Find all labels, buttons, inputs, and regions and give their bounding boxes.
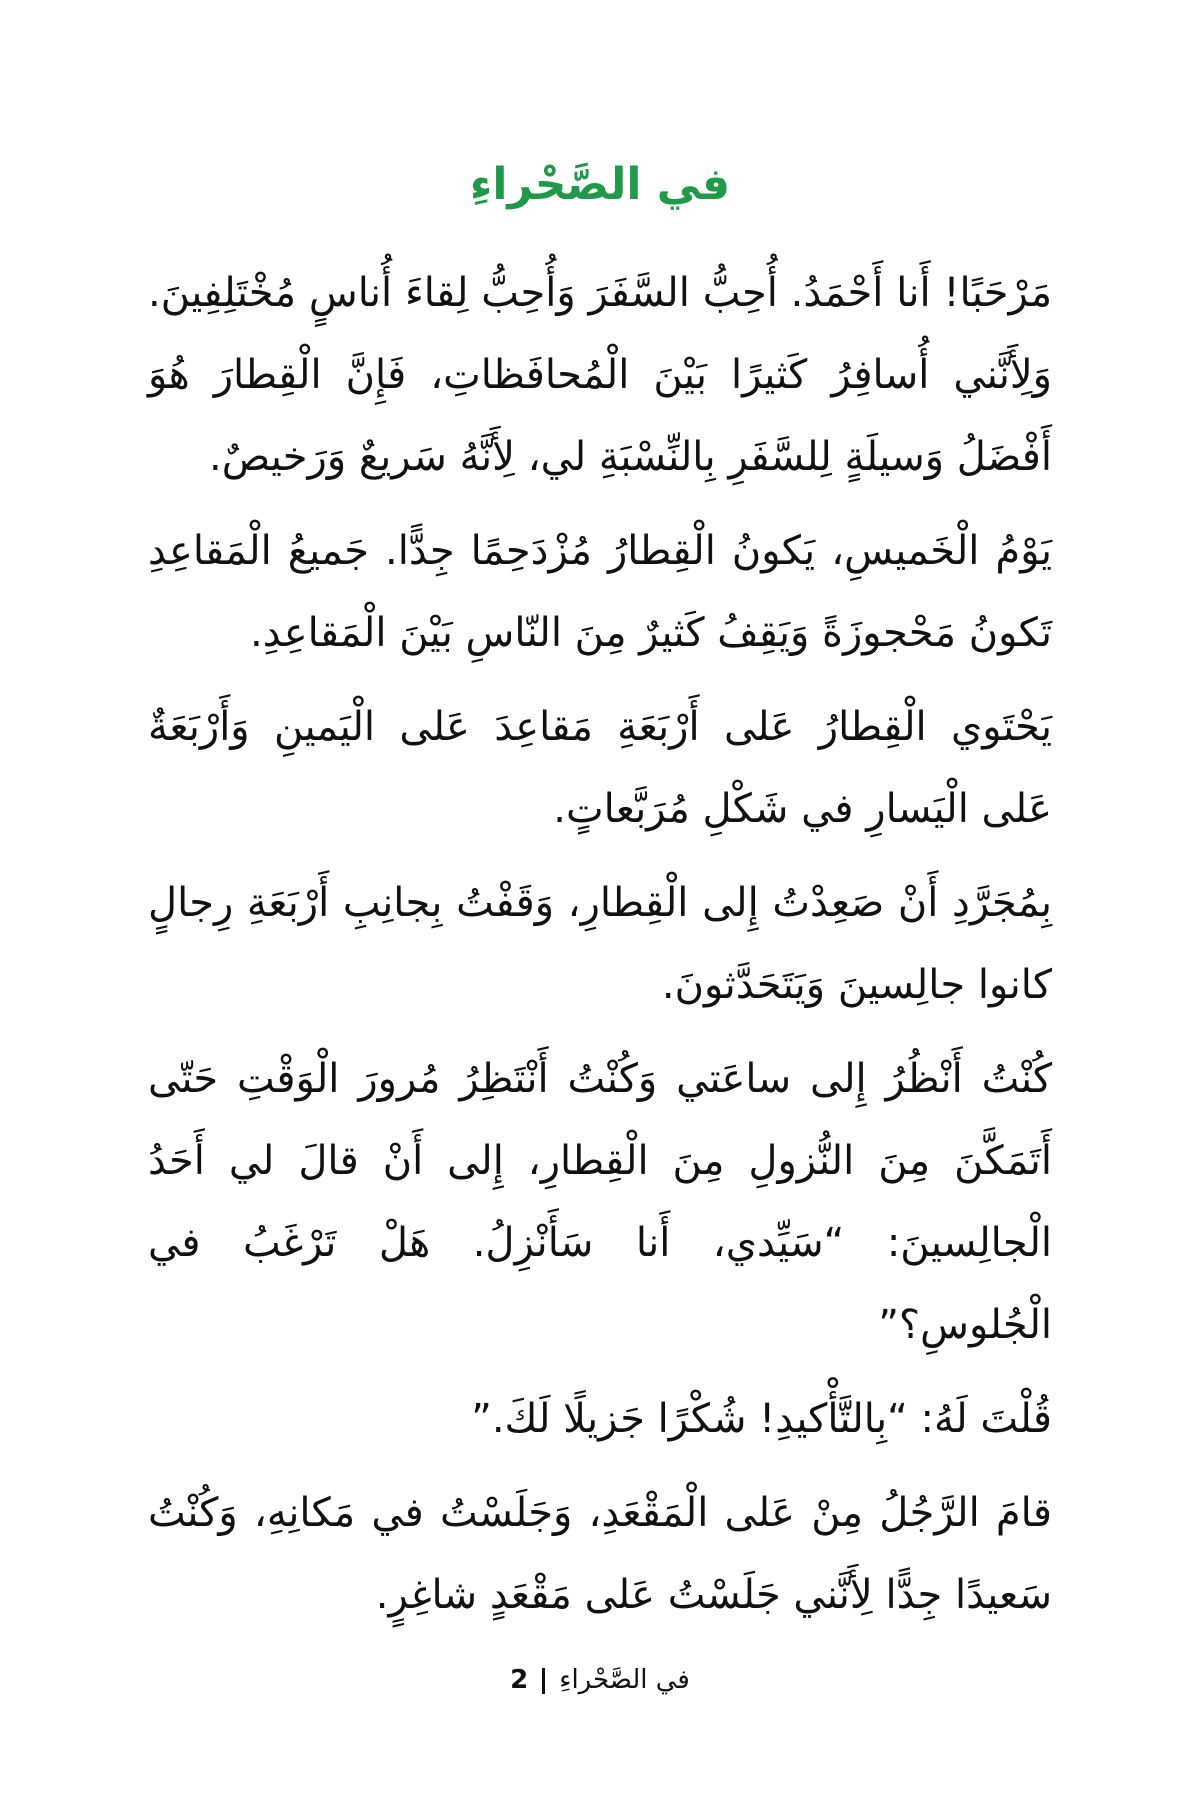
story-text xyxy=(148,252,1052,1648)
page-number: 2 xyxy=(510,1665,529,1695)
footer-divider xyxy=(542,1668,545,1694)
paragraph-1: مَرْحَبًا! أَنا أَحْمَدُ. أُحِبُّ السَّفَرَ وَأُحِبُّ لِقاءَ أُناسٍ مُخْتَلِفِينَ. وَلِأَنَّني أُسافِرُ كَثيرًا بَيْنَ الْمُحافَظاتِ، فَإِنَّ الْقِطارَ هُوَ أَفْضَلُ وَسيلَةٍ لِلسَّفَرِ بِالنِّسْبَةِ لي، لِأَنَّهُ سَريعٌ وَرَخيصٌ. xyxy=(148,270,1052,480)
page-footer xyxy=(0,1662,1200,1698)
page-title: في الصَّحْراءِ xyxy=(469,159,731,210)
paragraph-5: كُنْتُ أَنْظُرُ إِلى ساعَتي وَكُنْتُ أَنْتَظِرُ مُرورَ الْوَقْتِ حَتّى أَتَمَكَّنَ مِنَ النُّزولِ مِنَ الْقِطارِ، إِلى أَنْ قالَ لي أَحَدُ الْجالِسينَ: “سَيِّدي، أَنا سَأَنْزِلُ. هَلْ تَرْغَبُ في الْجُلوسِ؟” xyxy=(148,1056,1052,1348)
paragraph-6: قُلْتَ لَهُ: “بِالتَّأْكيدِ! شُكْرًا جَزيلًا لَكَ.” xyxy=(471,1396,1052,1442)
paragraph-2: يَوْمُ الْخَميسِ، يَكونُ الْقِطارُ مُزْدَحِمًا جِدًّا. جَميعُ الْمَقاعِدِ تَكونُ مَحْجوزَةً وَيَقِفُ كَثيرٌ مِنَ النّاسِ بَيْنَ الْمَقاعِدِ. xyxy=(148,528,1052,656)
paragraph-7: قامَ الرَّجُلُ مِنْ عَلى الْمَقْعَدِ، وَجَلَسْتُ في مَكانِهِ، وَكُنْتُ سَعيدًا جِدًّا لِأَنَّني جَلَسْتُ عَلى مَقْعَدٍ شاغِرٍ. xyxy=(148,1490,1052,1618)
footer-title: في الصَّحْراءِ xyxy=(559,1665,690,1695)
paragraph-3: يَحْتَوي الْقِطارُ عَلى أَرْبَعَةِ مَقاعِدَ عَلى الْيَمينِ وَأَرْبَعَةٌ عَلى الْيَسارِ في شَكْلِ مُرَبَّعاتٍ. xyxy=(148,704,1052,832)
paragraph-4: بِمُجَرَّدِ أَنْ صَعِدْتُ إِلى الْقِطارِ، وَقَفْتُ بِجانِبِ أَرْبَعَةِ رِجالٍ كانوا جالِسينَ وَيَتَحَدَّثونَ. xyxy=(148,880,1052,1008)
